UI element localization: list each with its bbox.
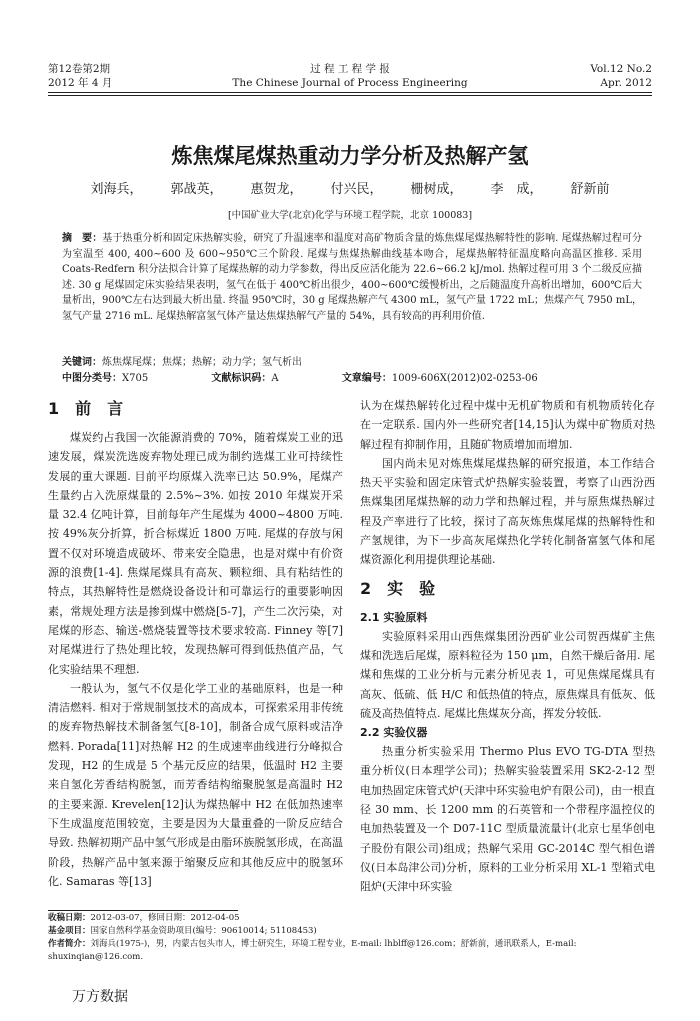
header-volume-en-block: [590, 62, 652, 90]
paper-title: 炼焦煤尾煤热重动力学分析及热解产氢: [171, 144, 529, 168]
intro-paragraph-1: 煤炭约占我国一次能源消费的 70%，随着煤炭工业的迅速发展，煤炭洗选废弃物处理已成为制约选煤工业可持续性发展的重大课题. 目前平均原煤入洗率已达 50.9%，尾煤产生量约占入洗原煤量的 2.5%~3%. 如按 2010 年煤炭开采量 32.4 亿吨计算，目前每年产生尾煤为 4000~4800 万吨. 按 49%灰分折算，折合标煤近 1800 万吨. 尾煤的存放与闲置不仅对环境造成破坏、带来安全隐患，也是对煤中有价资源的浪费[1-4]. 焦煤尾煤具有高灰、颗粒细、具有粘结性的特点，其热解特性是燃烧设备设计和可靠运行的重要影响因素，常规处理方法是掺到煤中燃烧[5-7]，产生二次污染，对尾煤的形态、输送-燃烧装置等技术要求较高. Finney 等[7]对尾煤进行了热处理比较，发现热解可得到低热值产品，气化实验结果不理想.: [48, 431, 343, 676]
article-number: [342, 371, 568, 386]
footnote-fund-text: 国家自然科学基金资助项目(编号：90610014; 51108453): [90, 926, 317, 936]
footnote-fund: [48, 925, 652, 938]
author-name: 李 成，: [490, 182, 543, 197]
header-volume-cn: 第12卷第2期: [48, 63, 111, 75]
header-date-cn: 2012 年 4 月: [48, 77, 113, 89]
clc-number: [62, 371, 178, 386]
section-heading-introduction: 1 前 言: [48, 399, 124, 418]
subsection-instruments: 2.2 实验仪器: [360, 726, 428, 740]
clc-value: X705: [122, 373, 149, 384]
abstract-text: 基于热重分析和固定床热解实验，研究了升温速率和温度对高矿物质含量的炼焦煤尾煤热解特性的影响. 尾煤热解过程可分为室温至 400, 400~600 及 600~950℃三个阶段. 尾煤与焦煤热解曲线基本吻合，尾煤热解特征温度略向高温区推移. 采用 Coats-Redfern 积分法拟合计算了尾煤热解的动力学参数，得出反应活化能为 22.6~66.2 kJ/mol. 热解过程可用 3 个二级反应描述. 30 g 尾煤固定床实验结果表明，氢气在低于 400℃析出很少，400~600℃缓慢析出，之后随温度升高析出增加，600℃后大量析出，900℃左右达到最大析出量. 终温 950℃时，30 g 尾煤热解产气 4300 mL，氢气产量 1722 mL；焦煤产气 7950 mL，氢气产量 2716 mL. 尾煤热解富氢气体产量达焦煤热解气产量的 54%，具有较高的再利用价值.: [62, 233, 643, 322]
intro-paragraph-3: 认为在煤热解转化过程中煤中无机矿物质和有机物质转化存在一定联系. 国内外一些研究者[14,15]认为煤中矿物质对热解过程有抑制作用，且随矿物质增加而增加.: [360, 399, 655, 451]
author-name: 付兴民，: [330, 182, 383, 197]
instruments-paragraph: 热重分析实验采用 Thermo Plus EVO TG-DTA 型热重分析仪(日本理学公司)；热解实验装置采用 SK2-2-12 型电加热固定床管式炉(天津中环实验电炉有限公司)，由一根直径 30 mm、长 1200 mm 的石英管和一个带程序温控仪的电加热装置及一个 D07-11C 型质量流量计(北京七星华创电子股份有限公司)组成；热解气采用 GC-2014C 型气相色谱仪(日本岛津公司)分析，原料的工业分析采用 XL-1 型箱式电阻炉(天津中环实验: [360, 745, 655, 894]
author-name: 栅树成，: [410, 182, 463, 197]
header-rule-top: [48, 92, 652, 93]
subsection-materials: 2.1 实验原料: [360, 610, 428, 624]
watermark: 万方数据: [72, 989, 128, 1005]
classification: [62, 371, 642, 386]
keywords: [62, 355, 642, 370]
column-right: [360, 396, 655, 897]
header-volume-en: Vol.12 No.2: [590, 63, 652, 75]
art-value: 1009-606X(2012)02-0253-06: [391, 373, 538, 384]
footnote: [48, 912, 652, 964]
footnote-author-label: 作者简介：: [48, 939, 91, 949]
footnote-dates-label: 收稿日期：: [48, 913, 91, 923]
header-journal-en: The Chinese Journal of Process Engineering: [232, 77, 468, 89]
header-date-en: Apr. 2012: [600, 77, 652, 89]
doc-code: [211, 371, 308, 386]
art-label: 文章编号：: [341, 373, 392, 384]
author-name: 惠贺龙，: [250, 182, 303, 197]
header-rule-bottom: [48, 95, 652, 96]
intro-paragraph-2: 一般认为，氢气不仅是化学工业的基础原料，也是一种清洁燃料. 相对于常规制氢技术的高成本，可探索采用非传统的废弃物热解技术制备氢气[8-10]，制备合成气原料或洁净燃料. Porada[11]对热解 H2 的生成速率曲线进行分峰拟合发现，H2 的生成是 5 个基元反应的结果，低温时 H2 主要来自氢化芳香结构脱氢，而芳香结构缩聚脱氢是高温时 H2 的主要来源. Krevelen[12]认为煤热解中 H2 在低加热速率下生成温度范围较宽，主要是因为大量重叠的一阶反应结合导致. 热解初期产品中氢气形成是由脂环族脱氢形成，在高温阶段，热解产品中氢来源于缩聚反应和其他反应中的脱氢环化. Samaras 等[13]: [48, 681, 343, 888]
doc-value: A: [271, 373, 279, 384]
header-journal-cn: 过 程 工 程 学 报: [310, 63, 390, 75]
author-name: 刘海兵，: [90, 182, 143, 197]
materials-paragraph: 实验原料采用山西焦煤集团汾西矿业公司贺西煤矿主焦煤和洗选后尾煤，原料粒径为 150 μm，自然干燥后备用. 尾煤和焦煤的工业分析与元素分析见表 1，可见焦煤尾煤具有高灰、低硫、低 H/C 和低热值的特点，原焦煤具有低灰、低硫及高热值特点. 尾煤比焦煤灰分高，挥发分较低.: [360, 629, 655, 720]
author-name: 舒新前: [570, 182, 610, 197]
doc-label: 文献标识码：: [211, 373, 272, 384]
section-heading-experiment: 2 实 验: [360, 578, 436, 598]
column-left: [48, 396, 343, 891]
footnote-author-text: 刘海兵(1975-)，男，内蒙古包头市人，博士研究生，环境工程专业，E-mail: lhblff@126.com；舒新前，通讯联系人，E-mail: shuxinqian@126.com.: [48, 939, 577, 962]
footnote-dates: [48, 912, 652, 925]
keywords-text: 炼焦煤尾煤；焦煤；热解；动力学；氢气析出: [102, 357, 302, 368]
abstract-label: 摘 要：: [62, 233, 103, 244]
footnote-author: [48, 938, 652, 964]
footnote-dates-text: 2012-03-07，修回日期：2012-04-05: [90, 913, 240, 923]
author-list: [0, 178, 700, 197]
abstract: [62, 231, 642, 324]
intro-paragraph-4: 国内尚未见对炼焦煤尾煤热解的研究报道，本工作结合热天平实验和固定床管式炉热解实验装置，考察了山西汾西焦煤集团尾煤热解的动力学和热解过程，并与原焦煤热解过程及产率进行了比较，探讨了高灰炼焦煤尾煤的热解特性和产氢规律，为下一步高灰尾煤热化学转化制备富氢气体和尾煤资源化利用提供理论基础.: [360, 456, 655, 567]
footnote-fund-label: 基金项目：: [48, 926, 91, 936]
author-name: 郭战英，: [170, 182, 223, 197]
footnote-rule: [48, 910, 238, 911]
keywords-label: 关键词：: [62, 357, 102, 368]
affiliation: [中国矿业大学(北京)化学与环境工程学院，北京 100083]: [227, 210, 473, 221]
clc-label: 中图分类号：: [62, 373, 122, 384]
